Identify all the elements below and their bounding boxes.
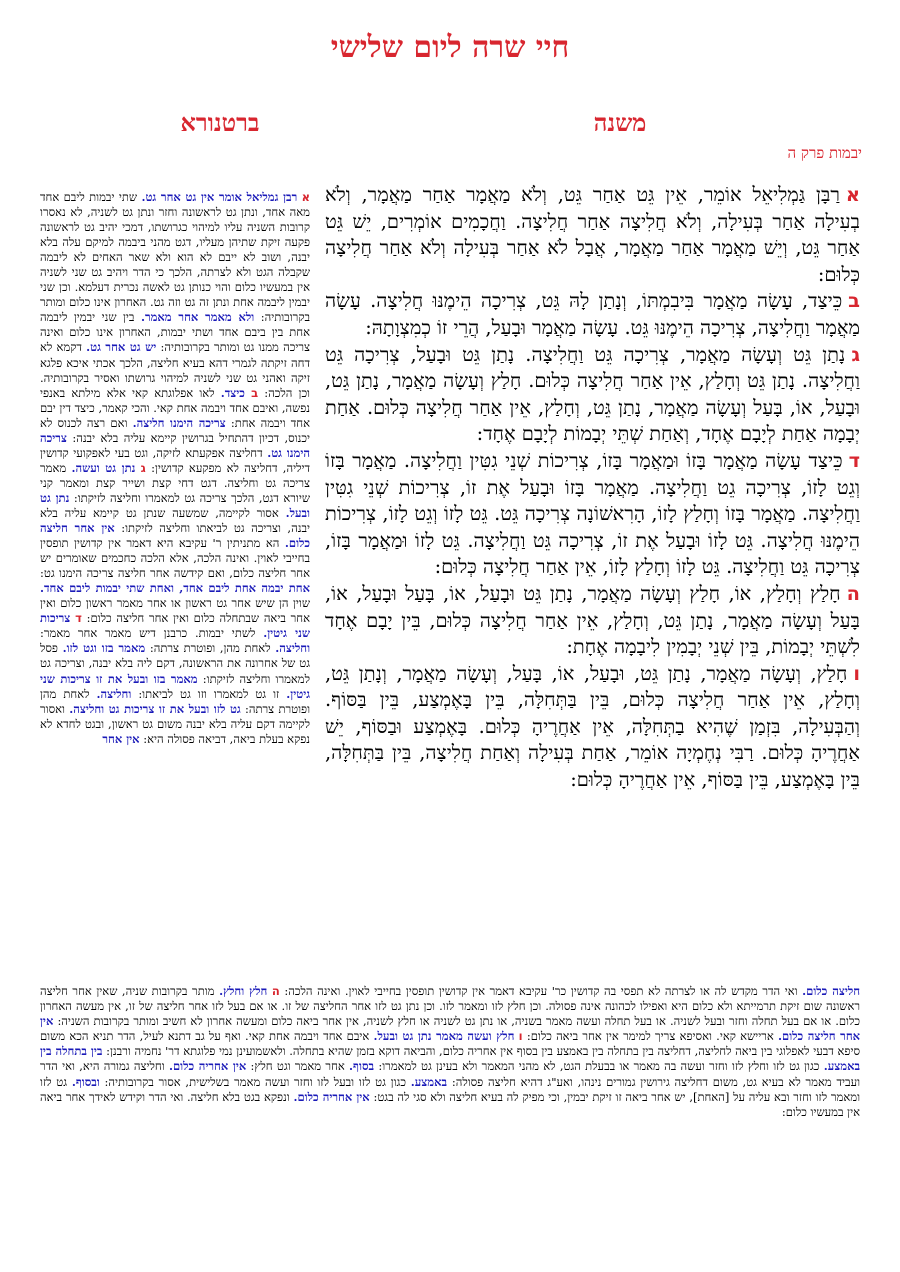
commentary-lemma: נתן גט ועשה. — [71, 460, 136, 475]
commentary-text: ואם רצה לכנוס לא יכנוס, דכיון דהתחיל בגרושין קיימא עליה בלא יבנה: — [40, 415, 310, 445]
commentary-lemma: רבן גמליאל אומר אין גט אחר גט. — [141, 190, 298, 204]
mishna-text: רַבָּן גַּמְלִיאֵל אוֹמֵר, אֵין גֵּט אַחַר גֵּט, וְלֹא מַאֲמָר אַחַר מַאֲמָר, וְלֹא בְעִילָה אַחַר בְּעִילָה, וְלֹא חֲלִיצָה אַחַר חֲלִיצָה. וַחֲכָמִים אוֹמְרִים, יֵשׁ גֵּט אַחַר גֵּט, וְיֵשׁ מַאֲמָר אַחַר מַאֲמָר, אֲבָל לֹא אַחַר בְּעִילָה וְלֹא אַחַר חֲלִיצָה כְּלוּם: — [325, 183, 860, 286]
commentary-text: אריישא קאי. ואסיפא צריך למימר אין אחר ביאה כלום: — [526, 1029, 774, 1044]
bartenura-number: ה — [271, 984, 280, 998]
bartenura-column — [40, 190, 310, 960]
bartenura-number: א — [301, 190, 310, 204]
commentary-text: איבם אחד ויבמה אחת קאי. ואף על גב דתנא לעיל, הדר תניא הכא משום סיפא דבעי לאפלוגי בין ביאה לחליצה, דחליצה בין בתחלה בין באמצע בין בסוף אין אחריה כלום, והביאה דוקא בזמן שהיא בתחלה. ולאשמועינן נמי פלוגתא דר' נחמיה ורבנן: — [40, 1029, 860, 1059]
bartenura-number: ד — [75, 611, 82, 626]
commentary-lemma: באמצע. — [410, 1074, 448, 1089]
commentary-text: בין שני יבמין ליבמה אחת בין ביבם אחד ושתי יבמות, האחרון אינו כלום ואינה צריכה ממנו גט ומותר בקרובותיה: — [40, 310, 310, 355]
mishna-text: נָתַן גֵּט וְעָשָׂה מַאֲמָר, צְרִיכָה גֵּט וַחֲלִיצָה. נָתַן גֵּט וּבָעַל, צְרִיכָה גֵּט וַחֲלִיצָה. נָתַן גֵּט וְחָלַץ, אֵין אַחַר חֲלִיצָה כְּלוּם. חָלַץ וְעָשָׂה מַאֲמָר, נָתַן גֵּט, וּבָעַל, אוֹ, בָּעַל וְעָשָׂה מַאֲמָר, נָתַן גֵּט, וְחָלַץ, אֵין אַחַר חֲלִיצָה כְּלוּם. אַחַת יְבָמָה אַחַת לְיָבָם אֶחָד, וְאַחַת שְׁתֵּי יְבָמוֹת לְיָבָם אֶחָד: — [325, 342, 860, 446]
bartenura-number: ב — [251, 385, 259, 400]
commentary-lemma: צריכה הימנו גט. — [40, 430, 310, 460]
commentary-text: ונפקא בגט בלא חליצה. ואי הדר וקידש לאידך אחר ביאה אין במעשיו כלום: — [40, 1089, 860, 1119]
commentary-text: הא מתניתין ר' עקיבא היא דאמר אין קדושין תופסין בחייבי לאוין. ואינה הלכה, אלא הלכה כחכמים שאומרים יש אחר חליצה כלום, ואם קידשה אחר חליצה צריכה הימנו גט: — [40, 536, 310, 581]
mishna-number: ה — [846, 581, 860, 605]
commentary-lemma: וחליצה. — [275, 641, 310, 656]
commentary-text: אחר מאמר וגט חלץ: — [250, 1059, 345, 1074]
commentary-text: לאחת מהן, ופוטרת צרתה: — [149, 641, 271, 656]
mishna-text: חָלַץ, וְעָשָׂה מַאֲמָר, נָתַן גֵּט, וּבָעַל, אוֹ, בָּעַל, וְעָשָׂה מַאֲמָר, וְנָתַן גֵּט, וְחָלַץ, אֵין אַחַר חֲלִיצָה כְּלוּם, בֵּין בַּתְּחִלָּה, בֵּין בָּאֶמְצַע, בֵּין בַּסּוֹף. וְהַבְּעִילָה, בִּזְמַן שֶׁהִיא בַתְּחִלָּה, אֵין אַחֲרֶיהָ כְּלוּם. בָּאֶמְצַע וּבַסּוֹף, יֵשׁ אַחֲרֶיהָ כְּלוּם. רַבִּי נְחֶמְיָה אוֹמֵר, אַחַת בְּעִילָה וְאַחַת חֲלִיצָה, בֵּין בַּתְּחִלָּה, בֵּין בָּאֶמְצַע, בֵּין בַּסּוֹף, אֵין אַחֲרֶיהָ כְּלוּם: — [325, 661, 860, 792]
mishna-text: כֵּיצַד עָשָׂה מַאֲמָר בָּזוֹ וּמַאֲמָר בָּזוֹ, צְרִיכוֹת שְׁנֵי גִטִּין וַחֲלִיצָה. מַאֲמָר בָּזוֹ וְגֵט לָזוֹ, צְרִיכָה גֵט וַחֲלִיצָה. מַאֲמָר בָּזוֹ וּבָעַל אֶת זוֹ, צְרִיכוֹת שְׁנֵי גִטִּין וַחֲלִיצָה. מַאֲמָר בָּזוֹ וְחָלַץ לָזוֹ, הָרִאשׁוֹנָה צְרִיכָה גֵּט. גֵּט לָזוֹ וְגֵט לָזוֹ, צְרִיכוֹת הֵימֶנּוּ חֲלִיצָה. גֵּט לָזוֹ וּבָעַל אֶת זוֹ, צְרִיכָה גֵּט וַחֲלִיצָה. גֵּט לָזוֹ וּמַאֲמָר בָּזוֹ, צְרִיכָה גֵּט וַחֲלִיצָה. גֵּט לָזוֹ וְחָלַץ לָזוֹ, אֵין אַחַר חֲלִיצָה כְּלוּם: — [325, 448, 860, 579]
chapter-reference: יבמות פרק ה — [787, 144, 862, 162]
mishna-paragraph — [325, 342, 860, 448]
commentary-text: כגון גט לזו ובעל לזו וחזר ועשה מאמר בשלישית, אסור בקרובותיה: — [104, 1074, 406, 1089]
commentary-lemma: אין אחריה כלום. — [293, 1089, 370, 1104]
commentary-lemma: בין בתחלה בין באמצע. — [40, 1044, 860, 1074]
commentary-lemma: צריכות שני גיטין. — [40, 611, 310, 641]
commentary-text: מותר בקרובות שניה, שאין אחר חליצה ראשונה שום זיקת תרמייתא ולא כלום היא ואפילו לכהונה אינה פסולה. וכן חלץ לזו ומאמר לזו. וכן נתן גט לזו אחר החליצה של זו. או אם בעל לזו אחר חליצה של זו, אין מעשה האחרון כלום. או אם בעל תחלה וחזר ובעל לשניה. או בעל תחלה ועשה מאמר בשניה, או נתן גט לשניה או חלץ לשניה, אין אחר ביאה כלום ומעשה אחרון לא חשיב ומותר בקרובות השניה: — [40, 984, 860, 1029]
mishna-number: ו — [853, 661, 860, 685]
commentary-lemma: אין אחר חליצה כלום. — [40, 521, 310, 551]
mishna-text: כֵּיצַד, עָשָׂה מַאֲמָר בִּיבִמְתּוֹ, וְנָתַן לָהּ גֵּט, צְרִיכָה הֵימֶנּוּ חֲלִיצָה. עָשָׂה מַאֲמָר וַחֲלִיצָה, צְרִיכָה הֵימֶנּוּ גֵּט. עָשָׂה מַאֲמָר וּבָעַל, הֲרֵי זוֹ כְמִצְוָתָהּ: — [325, 289, 860, 339]
page-title: חיי שרה ליום שלישי — [330, 30, 570, 65]
commentary-lemma: מאמר בזו וגט לזו. — [62, 641, 146, 656]
commentary-lemma: אין אחריה כלום. — [168, 1059, 247, 1074]
commentary-text: לאו אפלוגתא קאי אלא מילתא באנפי נפשה, ואיבם אחד ויבמה אחת קאי. והכי קאמר, כיצד דין יבם אחד ויבמה אחת: — [40, 385, 310, 430]
bartenura-number: ג — [140, 460, 146, 475]
mishna-paragraph — [325, 448, 860, 581]
commentary-lemma: אין אחר חליצה כלום. — [40, 1014, 860, 1044]
commentary-text: ואסור לקיימה דקם עליה בלא יבנה משום גט ראשון, ובגט לחדא לא נפקא בעלת ביאה, דביאה פסולה היא: — [40, 701, 310, 746]
commentary-lemma: חליצה כלום. — [802, 984, 860, 998]
commentary-lemma: צריכה הימנו חליצה. — [132, 415, 226, 430]
commentary-lemma: כיצד. — [220, 385, 245, 400]
commentary-lemma: חלץ ועשה מאמר נתן גט ובעל. — [373, 1029, 515, 1044]
commentary-lemma: בסוף. — [349, 1059, 375, 1074]
commentary-lemma: ובסוף. — [71, 1074, 100, 1089]
mishna-number: ב — [848, 289, 860, 313]
commentary-text: מאמר צריכה גט וחליצה. דגט דחי קצת ושייר קצת ומאמר קני שיורא דגט, הלכך צריכה גט למאמרו וחליצה לזיקתו: — [40, 460, 310, 505]
commentary-text: גט לזו ומאמר לזו וחזר ובא עליה על [האחת], יש אחר ביאה זו זיקת יבמין, וכי מפיק לה בעיא חליצה ולא סגי לה בגט: — [40, 1074, 860, 1104]
commentary-text: וחליצה גמורה היא, ואי הדר ועביד מאמר לא בעיא גט, משום דחליצה גירושין גמורים נינהו, ואע"ג דהיא חליצה פסולה: — [40, 1059, 860, 1089]
mishna-text: חָלַץ וְחָלַץ, אוֹ, חָלַץ וְעָשָׂה מַאֲמָר, נָתַן גֵּט וּבָעַל, אוֹ, בָּעַל וּבָעַל, אוֹ, בָּעַל וְעָשָׂה מַאֲמָר, נָתַן גֵּט, וְחָלַץ, אֵין אַחַר חֲלִיצָה כְּלוּם, בֵּין יָבָם אֶחָד לִשְׁתֵּי יְבָמוֹת, בֵּין שְׁנֵי יְבָמִין לִיבָמָה אֶחָת: — [325, 581, 860, 659]
commentary-text: אסור לקיימה, שמשעה שנתן גט קיימא עליה בלא יבנה, וצריכה גט לביאתו וחליצה לזיקתו: — [40, 505, 310, 536]
commentary-text: שוין הן שיש אחר גט ראשון או אחר מאמר ראשון כלום ואין אחר ביאה שבתחלה כלום ואין אחר חליצה כלום: — [40, 596, 310, 626]
bartenura-continuation — [40, 984, 860, 1204]
commentary-lemma: יש גט אחר גט. — [86, 340, 157, 355]
commentary-text: לאחת מהן ופוטרת צרתה: — [40, 686, 310, 716]
commentary-text: ואי הדר מקדש לה או לצרתה לא תפסי בה קדושין כר' עקיבא דאמר אין קדושין תופסין בחייבי לאוין. ואינה הלכה: — [284, 984, 798, 998]
commentary-lemma: וחליצה. — [96, 686, 132, 701]
commentary-lemma: אחת יבמה אחת ליבם אחד, ואחת שתי יבמות ליבם אחד. — [40, 581, 310, 596]
mishna-number: ד — [848, 448, 860, 472]
bartenura-number: ו — [518, 1029, 523, 1044]
commentary-text: דחליצה אפקעתא לזיקה, וגט בעי לאפקועי קדושין דיליה, דחליצה לא מפקעא קדושין: — [40, 445, 310, 475]
mishna-paragraph — [325, 182, 860, 288]
commentary-lemma: חלץ וחלץ. — [219, 984, 268, 998]
mishna-paragraph — [325, 661, 860, 794]
commentary-lemma: גט לזו ובעל את זו צריכות גט וחליצה. — [69, 701, 241, 716]
commentary-lemma: ולא מאמר אחר מאמר. — [140, 310, 255, 325]
mishna-column — [325, 182, 860, 972]
mishna-paragraph — [325, 581, 860, 661]
commentary-lemma: אין אחר — [102, 731, 140, 746]
commentary-text: זו גט למאמרו וזו גט לביאתו: — [138, 686, 280, 701]
mishna-heading: משנה — [593, 108, 647, 137]
mishna-number: א — [845, 183, 860, 206]
mishna-number: ג — [851, 342, 860, 366]
commentary-lemma: מאמר בזו ובעל את זו צריכות שני גיטין. — [40, 671, 310, 701]
bartenura-heading: ברטנורא — [180, 108, 260, 137]
commentary-text: דקמא לא דחה זיקתה לגמרי דהא בעיא חליצה, הלכך אכתי איכא פלגא זיקה ואהני גט שני לשניה למיהוי גרושתו ואסיר בקרובותיה. וכן הלכה: — [40, 340, 310, 400]
commentary-text: פסל גט של אחרונה את הראשונה, דקם ליה בלא יבנה, וצריכה גט למאמרו וחליצה לזיקתו: — [40, 641, 310, 686]
commentary-text: שתי יבמות ליבם אחד מאה אחד, ונתן גט לראשונה וחזר ונתן גט לשניה, לא נאסרו קרובות השניה עליו למיהוי כגרושתו, דמכי יהיב גט לראשונה פקעה זיקת שתיהן מעליו, דגט מהני ביבמה למיקם עלה בלא יבנה, ושוב לא ייבם לא הוא ולא שאר האחים לא ליבמה שקבלה הגט ולא לצרתה, הלכך כי הדר ויהיב גט שני לשניה אין במעשיו כלום והוי כנותן גט לאשה נכרית דעלמא. וכן שני יבמין ליבמה אחת ונתן זה גט וזה גט. האחרון אינו כלום ומותר בקרובותיה: — [40, 190, 310, 325]
commentary-text: כגון גט לזו וחלץ לזו וחזר ועשה בה מאמר או בבעלת הגט, לא מהני המאמר ולא בעינן גט למאמרו: — [378, 1059, 820, 1074]
mishna-paragraph — [325, 288, 860, 341]
commentary-lemma: נתן גט ובעל. — [40, 490, 310, 520]
commentary-text: לשתי יבמות. כרבנן דיש מאמר אחר מאמר: — [40, 626, 256, 641]
